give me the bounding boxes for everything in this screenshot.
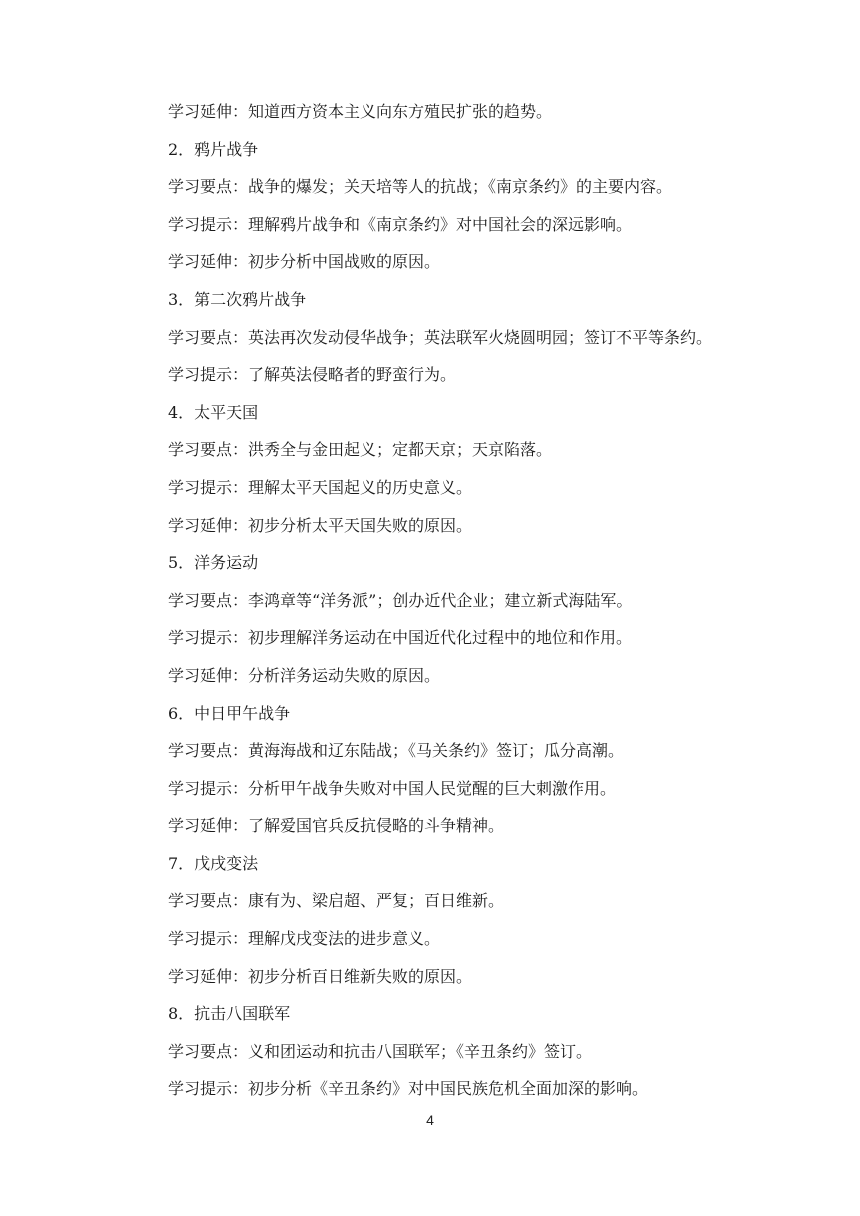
text-line: 学习延伸：初步分析百日维新失败的原因。 [168,966,473,986]
section-heading: 3．第二次鸦片战争 [168,289,307,309]
text-line: 学习要点：黄海海战和辽东陆战；《马关条约》签订；瓜分高潮。 [168,741,625,761]
text-line: 学习提示：了解英法侵略者的野蛮行为。 [168,365,457,385]
text-line: 学习要点：洪秀全与金田起义；定都天京；天京陷落。 [168,440,553,460]
text-line: 学习要点：康有为、梁启超、严复；百日维新。 [168,891,505,911]
text-line: 学习提示：理解戊戌变法的进步意义。 [168,929,441,949]
section-heading: 2．鸦片战争 [168,139,259,159]
page-number: 4 [426,1112,434,1128]
section-heading: 6．中日甲午战争 [168,703,291,723]
text-line: 学习提示：理解鸦片战争和《南京条约》对中国社会的深远影响。 [168,214,633,234]
text-line: 学习提示：理解太平天国起义的历史意义。 [168,477,473,497]
text-line: 学习延伸：初步分析太平天国失败的原因。 [168,515,473,535]
text-line: 学习要点：李鸿章等“洋务派”；创办近代企业；建立新式海陆军。 [168,590,633,610]
section-heading: 7．戊戌变法 [168,853,259,873]
text-line: 学习要点：英法再次发动侵华战争；英法联军火烧圆明园；签订不平等条约。 [168,327,713,347]
page-content [130,100,730,1115]
text-line: 学习提示：初步理解洋务运动在中国近代化过程中的地位和作用。 [168,628,633,648]
text-line: 学习提示：初步分析《辛丑条约》对中国民族危机全面加深的影响。 [168,1079,649,1099]
section-heading: 8．抗击八国联军 [168,1004,291,1024]
text-line: 学习要点：战争的爆发；关天培等人的抗战；《南京条约》的主要内容。 [168,177,673,197]
text-line: 学习延伸：分析洋务运动失败的原因。 [168,665,441,685]
text-line: 学习要点：义和团运动和抗击八国联军；《辛丑条约》签订。 [168,1041,593,1061]
text-line: 学习提示：分析甲午战争失败对中国人民觉醒的巨大刺激作用。 [168,778,617,798]
section-heading: 5．洋务运动 [168,553,259,573]
text-line: 学习延伸：了解爱国官兵反抗侵略的斗争精神。 [168,816,505,836]
text-line: 学习延伸：初步分析中国战败的原因。 [168,252,441,272]
section-heading: 4．太平天国 [168,402,259,422]
text-line: 学习延伸：知道西方资本主义向东方殖民扩张的趋势。 [168,102,553,121]
